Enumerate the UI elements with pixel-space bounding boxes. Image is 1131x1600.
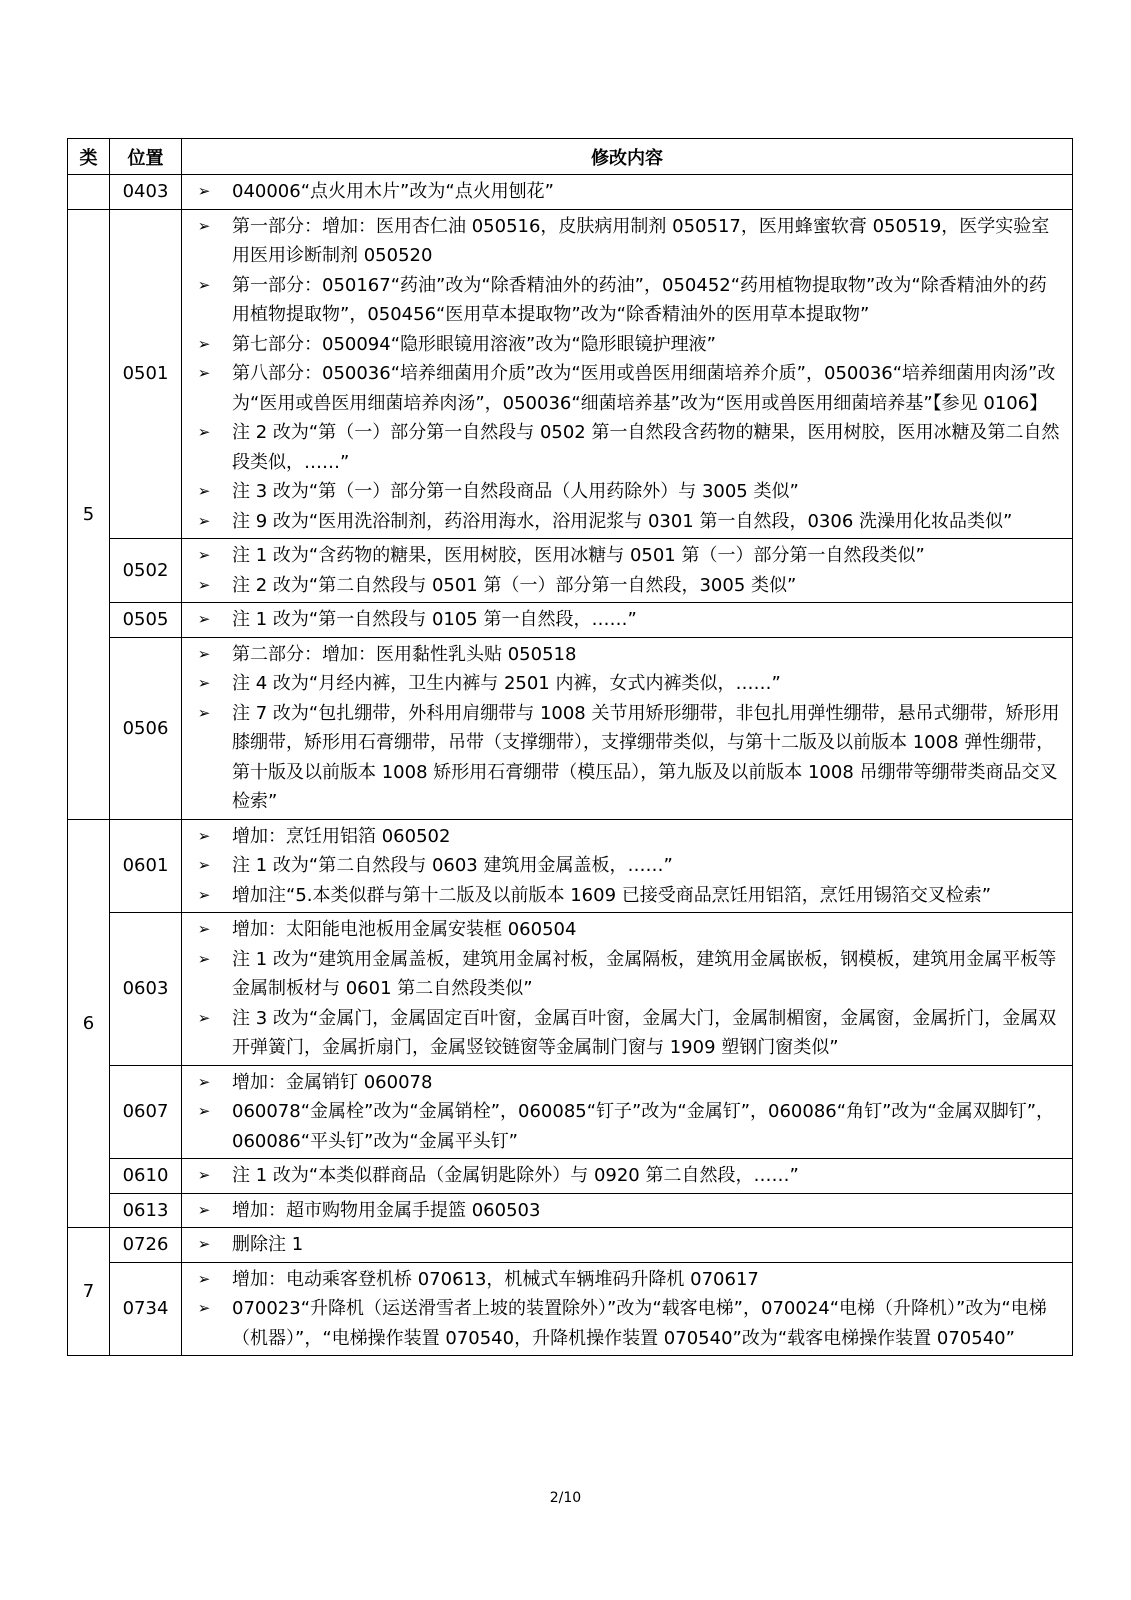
table-row	[68, 1159, 1073, 1194]
item-text: 增加：烹饪用铝箔 060502	[232, 825, 451, 847]
position-cell: 0502	[110, 539, 182, 603]
position-cell: 0506	[110, 637, 182, 819]
arrow-bullet-icon: ➢	[197, 856, 211, 874]
arrow-bullet-icon: ➢	[197, 674, 211, 692]
item-text: 注 1 改为“建筑用金属盖板，建筑用金属衬板，金属隔板，建筑用金属嵌板，钢模板，建筑用金属平板等金属制板材与 0601 第二自然段类似”	[232, 948, 1057, 999]
position-cell: 0603	[110, 913, 182, 1066]
content-cell	[182, 1228, 1073, 1263]
table-row	[68, 637, 1073, 819]
item-text: 注 1 改为“第二自然段与 0603 建筑用金属盖板，……”	[232, 855, 673, 876]
arrow-bullet-icon: ➢	[197, 1235, 211, 1253]
class-cell: 6	[68, 819, 110, 1228]
class-cell	[68, 175, 110, 210]
list-item	[194, 605, 1062, 635]
table-row	[68, 1065, 1073, 1159]
arrow-bullet-icon: ➢	[197, 920, 211, 938]
item-text: 注 1 改为“第一自然段与 0105 第一自然段，……”	[232, 609, 637, 630]
item-text: 第二部分：增加：医用黏性乳头贴 050518	[232, 643, 577, 665]
position-cell: 0601	[110, 819, 182, 913]
item-text: 注 1 改为“含药物的糖果，医用树胶，医用冰糖与 0501 第（一）部分第一自然段类似”	[232, 545, 925, 566]
content-cell	[182, 603, 1073, 638]
table-row	[68, 175, 1073, 210]
arrow-bullet-icon: ➢	[197, 610, 211, 628]
arrow-bullet-icon: ➢	[197, 1008, 211, 1027]
arrow-bullet-icon: ➢	[197, 703, 211, 722]
arrow-bullet-icon: ➢	[197, 826, 211, 845]
content-cell	[182, 175, 1073, 210]
revision-table	[67, 138, 1073, 1356]
page-number: 2/10	[549, 1490, 582, 1506]
item-text: 060078“金属栓”改为“金属销栓”，060085“钉子”改为“金属钉”，060086“角钉”改为“金属双脚钉”，060086“平头钉”改为“金属平头钉”	[232, 1101, 1055, 1152]
item-text: 增加：电动乘客登机桥 070613，机械式车辆堆码升降机 070617	[232, 1268, 759, 1290]
list-item	[194, 507, 1062, 537]
arrow-bullet-icon: ➢	[197, 511, 211, 530]
list-item	[194, 881, 1062, 911]
item-text: 040006“点火用木片”改为“点火用刨花”	[232, 181, 555, 202]
list-item	[194, 699, 1062, 817]
list-item	[194, 418, 1062, 477]
arrow-bullet-icon: ➢	[197, 1299, 211, 1317]
item-text: 注 7 改为“包扎绷带，外科用肩绷带与 1008 关节用矫形绷带，非包扎用弹性绷带，悬吊式绷带，矫形用膝绷带，矫形用石膏绷带，吊带（支撑绷带），支撑绷带类似，与第十二版及以前版本 1008 弹性绷带，第十版及以前版本 1008 矫形用石膏绷带（模压品），第九版及以前版本 1008 吊绷带等绷带类商品交叉检索”	[232, 702, 1060, 812]
content-cell	[182, 1159, 1073, 1194]
header-position: 位置	[110, 139, 182, 175]
list-item	[194, 541, 1062, 571]
list-item	[194, 177, 1062, 207]
arrow-bullet-icon: ➢	[197, 644, 211, 663]
list-item	[194, 1265, 1062, 1295]
list-item	[194, 669, 1062, 699]
item-text: 增加：金属销钉 060078	[232, 1071, 433, 1093]
arrow-bullet-icon: ➢	[197, 949, 211, 968]
list-item	[194, 212, 1062, 271]
header-content: 修改内容	[182, 139, 1073, 175]
list-item	[194, 571, 1062, 601]
arrow-bullet-icon: ➢	[197, 364, 211, 382]
arrow-bullet-icon: ➢	[197, 182, 211, 200]
list-item	[194, 1068, 1062, 1098]
table-header-row	[68, 139, 1073, 175]
content-cell	[182, 1262, 1073, 1356]
item-text: 注 3 改为“第（一）部分第一自然段商品（人用药除外）与 3005 类似”	[232, 481, 799, 502]
table-row	[68, 1262, 1073, 1356]
class-cell: 5	[68, 209, 110, 819]
list-item	[194, 1161, 1062, 1191]
arrow-bullet-icon: ➢	[197, 575, 211, 594]
arrow-bullet-icon: ➢	[197, 546, 211, 564]
content-cell	[182, 819, 1073, 913]
arrow-bullet-icon: ➢	[197, 885, 211, 904]
item-text: 注 9 改为“医用洗浴制剂，药浴用海水，浴用泥浆与 0301 第一自然段，0306 洗澡用化妆品类似”	[232, 510, 1013, 532]
list-item	[194, 1097, 1062, 1156]
table-row	[68, 819, 1073, 913]
position-cell: 0501	[110, 209, 182, 539]
list-item	[194, 1004, 1062, 1063]
item-text: 增加：超市购物用金属手提篮 060503	[232, 1199, 541, 1221]
table-row	[68, 1228, 1073, 1263]
list-item	[194, 330, 1062, 360]
list-item	[194, 1230, 1062, 1260]
content-cell	[182, 1193, 1073, 1228]
item-text: 增加：太阳能电池板用金属安装框 060504	[232, 919, 577, 940]
arrow-bullet-icon: ➢	[197, 275, 211, 294]
position-cell: 0403	[110, 175, 182, 210]
item-text: 注 2 改为“第二自然段与 0501 第（一）部分第一自然段，3005 类似”	[232, 574, 797, 596]
item-text: 第一部分：增加：医用杏仁油 050516，皮肤病用制剂 050517，医用蜂蜜软膏 050519，医学实验室用医用诊断制剂 050520	[232, 215, 1050, 266]
header-class: 类	[68, 139, 110, 175]
table-row	[68, 539, 1073, 603]
item-text: 070023“升降机（运送滑雪者上坡的装置除外）”改为“载客电梯”，070024“电梯（升降机）”改为“电梯（机器）”，“电梯操作装置 070540，升降机操作装置 070540”改为“载客电梯操作装置 070540”	[232, 1298, 1047, 1349]
arrow-bullet-icon: ➢	[197, 1200, 211, 1219]
class-cell: 7	[68, 1228, 110, 1356]
arrow-bullet-icon: ➢	[197, 1269, 211, 1288]
table-row	[68, 603, 1073, 638]
arrow-bullet-icon: ➢	[197, 1102, 211, 1120]
item-text: 注 3 改为“金属门，金属固定百叶窗，金属百叶窗，金属大门，金属制楣窗，金属窗，金属折门，金属双开弹簧门，金属折扇门，金属竖铰链窗等金属制门窗与 1909 塑钢门窗类似”	[232, 1007, 1057, 1058]
list-item	[194, 945, 1062, 1004]
position-cell: 0607	[110, 1065, 182, 1159]
item-text: 第八部分：050036“培养细菌用介质”改为“医用或兽医用细菌培养介质”，050036“培养细菌用肉汤”改为“医用或兽医用细菌培养肉汤”，050036“细菌培养基”改为“医用或兽医用细菌培养基”【参见 0106】	[232, 363, 1056, 414]
item-text: 第七部分：050094“隐形眼镜用溶液”改为“隐形眼镜护理液”	[232, 333, 717, 355]
arrow-bullet-icon: ➢	[197, 1072, 211, 1091]
content-cell	[182, 1065, 1073, 1159]
list-item	[194, 1294, 1062, 1353]
document-page	[67, 138, 1072, 1356]
arrow-bullet-icon: ➢	[197, 216, 211, 235]
arrow-bullet-icon: ➢	[197, 1166, 211, 1184]
list-item	[194, 477, 1062, 507]
arrow-bullet-icon: ➢	[197, 334, 211, 353]
position-cell: 0734	[110, 1262, 182, 1356]
list-item	[194, 640, 1062, 670]
list-item	[194, 1196, 1062, 1226]
item-text: 注 2 改为“第（一）部分第一自然段与 0502 第一自然段含药物的糖果，医用树胶，医用冰糖及第二自然段类似，……”	[232, 422, 1060, 473]
content-cell	[182, 539, 1073, 603]
list-item	[194, 915, 1062, 945]
position-cell: 0505	[110, 603, 182, 638]
table-row	[68, 1193, 1073, 1228]
list-item	[194, 359, 1062, 418]
item-text: 注 4 改为“月经内裤，卫生内裤与 2501 内裤，女式内裤类似，……”	[232, 673, 781, 694]
item-text: 增加注“5.本类似群与第十二版及以前版本 1609 已接受商品烹饪用铝箔，烹饪用锡箔交叉检索”	[232, 884, 992, 906]
table-body	[68, 175, 1073, 1356]
list-item	[194, 822, 1062, 852]
item-text: 删除注 1	[232, 1234, 304, 1255]
table-row	[68, 913, 1073, 1066]
content-cell	[182, 637, 1073, 819]
content-cell	[182, 913, 1073, 1066]
arrow-bullet-icon: ➢	[197, 423, 211, 441]
arrow-bullet-icon: ➢	[197, 482, 211, 500]
content-cell	[182, 209, 1073, 539]
position-cell: 0610	[110, 1159, 182, 1194]
list-item	[194, 271, 1062, 330]
position-cell: 0613	[110, 1193, 182, 1228]
list-item	[194, 851, 1062, 881]
position-cell: 0726	[110, 1228, 182, 1263]
table-row	[68, 209, 1073, 539]
item-text: 注 1 改为“本类似群商品（金属钥匙除外）与 0920 第二自然段，……”	[232, 1165, 799, 1186]
item-text: 第一部分：050167“药油”改为“除香精油外的药油”，050452“药用植物提取物”改为“除香精油外的药用植物提取物”，050456“医用草本提取物”改为“除香精油外的医用草本提取物”	[232, 274, 1047, 325]
